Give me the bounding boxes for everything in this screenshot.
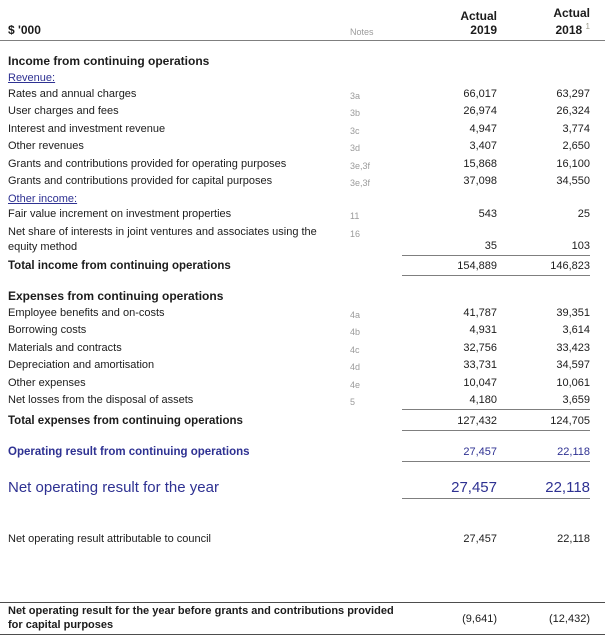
- actual-2018-line2: 2018: [555, 23, 583, 37]
- row-label: Net losses from the disposal of assets: [8, 394, 194, 406]
- note-reference: 11: [350, 211, 360, 221]
- note-reference: 5: [350, 397, 356, 407]
- row-label: Total expenses from continuing operations: [8, 414, 243, 427]
- footnote-superscript: 1: [585, 22, 590, 31]
- value-2018: 124,705: [497, 412, 590, 431]
- row-net-operating-result-for-the-year: [0, 477, 605, 499]
- value-2018: 3,614: [562, 324, 590, 336]
- row-label: Grants and contributions provided for capital purposes: [8, 175, 273, 187]
- row-label: Rates and annual charges: [8, 87, 137, 100]
- value-2019: 32,756: [463, 341, 497, 354]
- table-row-interest-and-investment-revenue: [0, 122, 605, 140]
- value-2019: 26,974: [463, 105, 497, 117]
- value-2019: 127,432: [402, 412, 497, 431]
- table-row-net-share-of-interests-in-joint-ventures-a: [0, 225, 605, 256]
- value-2018: 33,423: [556, 341, 590, 354]
- table-row-rates-and-annual-charges: [0, 87, 605, 105]
- value-2019: 10,047: [463, 376, 497, 389]
- row-label: Materials and contracts: [8, 341, 122, 354]
- value-2018: 22,118: [497, 444, 590, 462]
- notes-column-header: Notes: [350, 27, 374, 37]
- value-2018: 34,550: [556, 175, 590, 187]
- value-2018: 146,823: [497, 257, 590, 276]
- value-2019: 41,787: [463, 306, 497, 319]
- note-reference: 3d: [350, 143, 361, 153]
- row-label: Net operating result attributable to council: [8, 532, 212, 545]
- note-reference: 3a: [350, 90, 361, 101]
- value-2019: 4,947: [469, 122, 497, 135]
- note-reference: 4d: [350, 362, 361, 372]
- value-2018: (12,432): [549, 612, 590, 625]
- table-body: [0, 54, 605, 635]
- row-label: Revenue:: [8, 72, 56, 84]
- row-income-from-continuing-operations: [0, 54, 605, 68]
- table-header-row: [0, 6, 605, 41]
- row-label: Net operating result for the year before grants and contributions provided for capital purposes: [8, 605, 394, 631]
- note-reference: 4c: [350, 344, 360, 355]
- currency-units-label: $ '000: [8, 23, 41, 37]
- value-2018: 22,118: [557, 532, 590, 545]
- row-operating-result-from-continuing-operation: [0, 444, 605, 462]
- row-net-operating-result-attributable-to-counc: [0, 532, 605, 548]
- value-2018: 3,774: [562, 122, 590, 135]
- value-2019: 27,457: [402, 444, 497, 462]
- value-2018: 25: [577, 208, 590, 220]
- value-2019: 35: [402, 239, 497, 256]
- table-row-other-revenues: [0, 139, 605, 157]
- value-2019: (9,641): [462, 612, 497, 625]
- note-reference: 3e,3f: [350, 160, 371, 171]
- row-label: Grants and contributions provided for operating purposes: [8, 157, 287, 170]
- value-2019: 27,457: [402, 477, 497, 499]
- actual-2019-line1: Actual: [460, 9, 497, 23]
- value-2019: 66,017: [463, 87, 497, 100]
- value-2018: 26,324: [556, 105, 590, 117]
- row-label: Other expenses: [8, 376, 86, 389]
- value-2018: 22,118: [497, 477, 590, 499]
- note-reference: 3e,3f: [350, 178, 371, 188]
- column-header-actual-2019: [402, 9, 497, 37]
- row-total-income-from-continuing-operations: [0, 257, 605, 276]
- row-label: Total income from continuing operations: [8, 259, 231, 272]
- value-2018: 34,597: [556, 359, 590, 371]
- actual-2018-line1: Actual: [553, 6, 590, 20]
- value-2019: 33,731: [463, 359, 497, 371]
- row-revenue: [0, 71, 605, 87]
- table-row-borrowing-costs: [0, 323, 605, 341]
- row-total-expenses-from-continuing-operations: [0, 412, 605, 431]
- row-label: Expenses from continuing operations: [8, 288, 224, 303]
- value-2019: 4,931: [469, 324, 497, 336]
- value-2018: 2,650: [562, 140, 590, 152]
- row-label: Income from continuing operations: [8, 54, 210, 68]
- table-row-grants-and-contributions-provided-for-capi: [0, 174, 605, 192]
- row-label: Other income:: [8, 192, 78, 205]
- table-row-employee-benefits-and-on-costs: [0, 306, 605, 324]
- row-label: Operating result from continuing operations: [8, 445, 250, 458]
- row-net-operating-result-for-the-year-before-g: [0, 602, 605, 635]
- value-2018: 10,061: [556, 376, 590, 389]
- row-label: Depreciation and amortisation: [8, 359, 155, 371]
- value-2019: 15,868: [463, 157, 497, 170]
- value-2019: 154,889: [402, 257, 497, 276]
- table-row-materials-and-contracts: [0, 341, 605, 359]
- value-2018: 63,297: [556, 87, 590, 100]
- row-label: Interest and investment revenue: [8, 122, 166, 135]
- table-row-grants-and-contributions-provided-for-oper: [0, 157, 605, 175]
- table-row-net-losses-from-the-disposal-of-assets: [0, 393, 605, 411]
- value-2019: 543: [478, 208, 497, 220]
- value-2019: 27,457: [463, 532, 497, 545]
- row-label: User charges and fees: [8, 105, 119, 117]
- note-reference: 3c: [350, 125, 360, 136]
- value-2019: 3,407: [469, 140, 497, 152]
- row-label: Net operating result for the year: [8, 478, 219, 496]
- note-reference: 4b: [350, 327, 361, 337]
- row-other-income: [0, 192, 605, 208]
- row-label: Fair value increment on investment properties: [8, 208, 232, 220]
- column-header-actual-2018: [497, 6, 590, 37]
- value-2018: 16,100: [556, 157, 590, 170]
- value-2019: 37,098: [463, 175, 497, 187]
- value-2018: 39,351: [556, 306, 590, 319]
- row-expenses-from-continuing-operations: [0, 289, 605, 303]
- note-reference: 4a: [350, 309, 361, 320]
- note-reference: 4e: [350, 379, 361, 390]
- actual-2019-line2: 2019: [470, 23, 497, 37]
- note-reference: 16: [350, 228, 361, 239]
- row-label: Net share of interests in joint ventures and associates using the equity method: [8, 225, 317, 253]
- table-row-user-charges-and-fees: [0, 104, 605, 122]
- table-row-fair-value-increment-on-investment-propert: [0, 207, 605, 225]
- table-row-other-expenses: [0, 376, 605, 394]
- value-2019: 4,180: [402, 393, 497, 410]
- value-2018: 103: [497, 239, 590, 256]
- value-2018: 3,659: [497, 393, 590, 410]
- note-reference: 3b: [350, 108, 361, 118]
- row-label: Borrowing costs: [8, 324, 87, 336]
- table-row-depreciation-and-amortisation: [0, 358, 605, 376]
- row-label: Other revenues: [8, 140, 84, 152]
- row-label: Employee benefits and on-costs: [8, 306, 165, 319]
